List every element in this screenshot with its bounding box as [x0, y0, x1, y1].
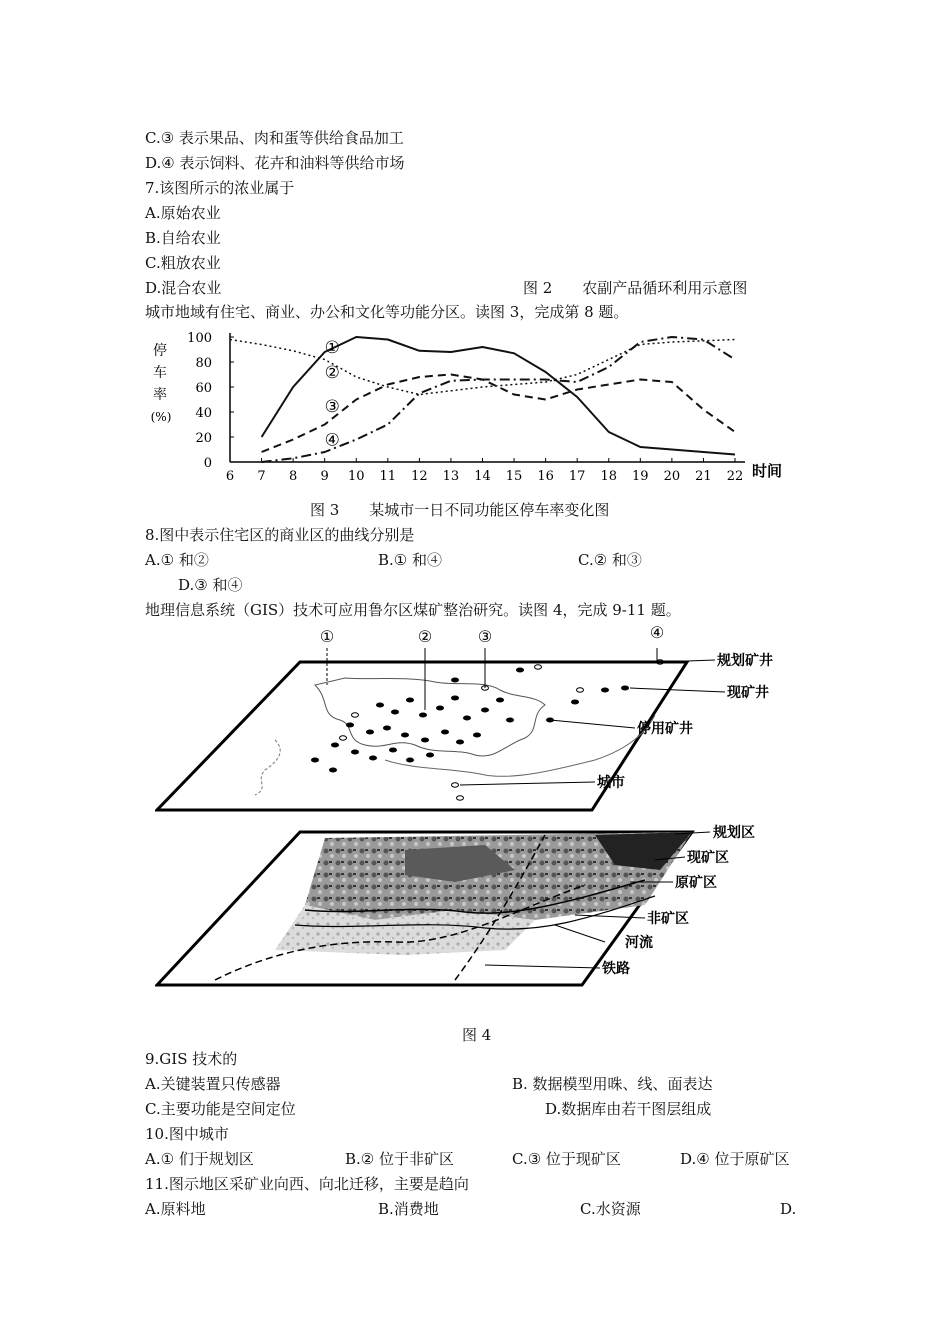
q8-option-a: A.① 和② — [145, 551, 209, 569]
q10-stem: 10.图中城市 — [145, 1125, 229, 1143]
x-tick-label: 10 — [347, 469, 365, 484]
y-tick-label: 0 — [203, 456, 212, 471]
x-tick-label: 20 — [663, 469, 681, 484]
q10-option-d: D.④ 位于原矿区 — [680, 1150, 790, 1168]
x-tick-label: 11 — [379, 469, 397, 484]
q9-option-b: B. 数据模型用咮、线、面表达 — [512, 1075, 713, 1093]
legend-non-mine-zone: 非矿区 — [647, 911, 689, 927]
q11-option-d: D. — [780, 1200, 797, 1218]
x-tick-label: 7 — [257, 469, 266, 484]
q9-option-d: D.数据库由若干图层组成 — [545, 1100, 712, 1118]
q8-option-c: C.② 和③ — [578, 551, 642, 569]
fig3-caption: 图 3 某城市一日不同功能区停车率变化图 — [310, 501, 610, 519]
curve-label-3: ③ — [324, 396, 340, 417]
x-tick-label: 6 — [225, 469, 235, 484]
y-axis-unit: (%) — [150, 410, 172, 424]
legend-current-mine: 现矿井 — [727, 685, 769, 701]
legend-planning-zone: 规划区 — [713, 825, 755, 841]
legend-city: 城市 — [597, 775, 625, 791]
y-tick-label: 100 — [187, 331, 212, 346]
q10-option-b: B.② 位于非矿区 — [345, 1150, 455, 1168]
legend-closed-mine: 停用矿井 — [637, 721, 693, 737]
curve-label-4: ④ — [324, 430, 340, 451]
fig2-caption: 图 2 农副产品循环利用示意图 — [523, 279, 748, 297]
q9-stem: 9.GIS 技术的 — [145, 1050, 238, 1068]
fig4-caption: 图 4 — [462, 1026, 492, 1044]
q9-option-c: C.主要功能是空间定位 — [145, 1100, 296, 1118]
legend-former-zone: 原矿区 — [675, 875, 717, 891]
q10-option-a: A.① 们于规划区 — [145, 1150, 254, 1168]
y-axis-label: 车 — [153, 365, 167, 381]
x-tick-label: 18 — [600, 469, 618, 484]
q7-option-d: D.混合农业 — [145, 279, 222, 297]
y-tick-label: 40 — [195, 406, 212, 421]
q8-option-d: D.③ 和④ — [178, 576, 243, 594]
legend-river: 河流 — [625, 935, 653, 951]
x-tick-label: 12 — [411, 469, 428, 484]
y-axis-label: 停 — [153, 343, 167, 359]
q9-intro: 地理信息系统（GIS）技术可应用鲁尔区煤矿整治研究。读图 4，完成 9-11 题。 — [145, 601, 681, 619]
q7-stem: 7.该图所示的浓业属于 — [145, 179, 295, 197]
fig4-label-4: ④ — [649, 623, 665, 642]
fig4-gis-layers — [155, 620, 795, 1015]
x-tick-label: 13 — [442, 469, 460, 484]
q11-option-a: A.原料地 — [145, 1200, 206, 1218]
y-tick-label: 20 — [195, 431, 212, 446]
legend-current-zone: 现矿区 — [687, 850, 729, 866]
q7-option-b: B.自给农业 — [145, 229, 221, 247]
legend-railway: 铁路 — [602, 961, 630, 977]
x-tick-label: 16 — [537, 469, 554, 484]
x-tick-label: 21 — [695, 469, 712, 484]
y-tick-label: 80 — [195, 356, 212, 371]
q9-option-a: A.关键装置只传感器 — [145, 1075, 281, 1093]
q11-option-b: B.消费地 — [378, 1200, 439, 1218]
fig4-label-3: ③ — [477, 627, 493, 646]
x-tick-label: 17 — [568, 469, 586, 484]
x-tick-label: 15 — [505, 469, 523, 484]
q8-stem: 8.图中表示住宅区的商业区的曲线分别是 — [145, 526, 415, 544]
x-tick-label: 14 — [474, 469, 491, 484]
fig3-chart — [145, 325, 805, 495]
x-tick-label: 19 — [632, 469, 649, 484]
fig4-label-2: ② — [417, 627, 433, 646]
q8-option-b: B.① 和④ — [378, 551, 443, 569]
q8-intro: 城市地域有住宅、商业、办公和文化等功能分区。读图 3，完成第 8 题。 — [145, 303, 629, 321]
q7-option-c: C.粗放农业 — [145, 254, 221, 272]
y-axis-label: 率 — [153, 387, 167, 403]
fig4-label-1: ① — [319, 627, 335, 646]
y-tick-label: 60 — [195, 381, 212, 396]
curve-label-1: ① — [324, 338, 340, 358]
curve-label-2: ② — [324, 363, 340, 383]
x-axis-label: 时间 — [751, 462, 783, 480]
q11-stem: 11.图示地区采矿业向西、向北迁移，主要是趋向 — [145, 1175, 469, 1193]
q6-option-d: D.④ 表示饲料、花卉和油料等供给市场 — [145, 154, 405, 172]
q10-option-c: C.③ 位于现矿区 — [512, 1150, 621, 1168]
x-tick-label: 8 — [288, 469, 298, 484]
x-tick-label: 9 — [320, 469, 329, 484]
q11-option-c: C.水资源 — [580, 1200, 641, 1218]
legend-planned-mine: 规划矿井 — [717, 653, 773, 669]
q7-option-a: A.原始农业 — [145, 204, 221, 222]
q6-option-c: C.③ 表示果品、肉和蛋等供给食品加工 — [145, 129, 404, 147]
x-tick-label: 22 — [726, 469, 744, 484]
